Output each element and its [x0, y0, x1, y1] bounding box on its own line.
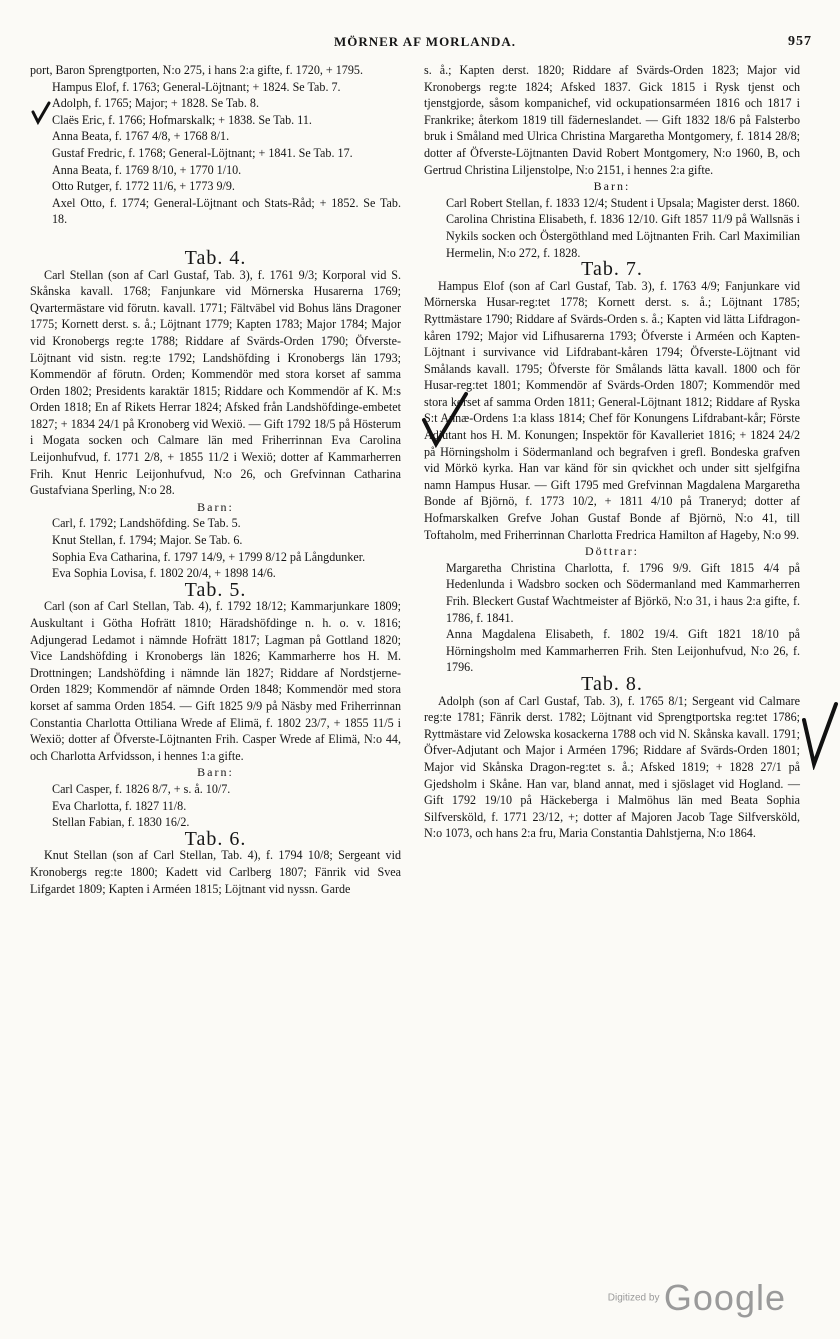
tab-4-barn-label: Barn: [197, 499, 234, 514]
tab-7-heading: Tab. 7. [581, 258, 643, 281]
tab-7-body: Hampus Elof (son af Carl Gustaf, Tab. 3), f. 1763 4/9; Fanjunkare vid Mörnerska Husar-reg:tet 1778; Kornett derst. s. å.; Löjtnant 1785; Ryttmästare 1790; Riddare af Svärds-Orden s. å.; Kapten vid lätta Lifdragon-kåren 1792; Major vid Lifhusarerna 1793; Öfverste i Arméen och Kapten-Löjtnant i survivance vid Lifdrabant-kåren 1794; Öfverste-Löjtnant vid Smålands kavall. 1795; Öfverste för Smålands lätta kavall. 1800 och för Husar-reg:tet 1801; Kommendör af Svärds-Orden 1807; Kommendör med stora korset af samma Orden 1811; General-Löjtnant 1812; Riddare af Ryska S:t Annæ-Ordens 1:a klass 1814; Chef för Konungens Lifdrabant-kår; Förste Adjutant hos H. M. Konungen; Inspektör för Kavalleriet 1816; + 1824 24/2 på Hörningsholm i Södermanland och begrafven i grefl. Bondeska grafven vid Mörkö kyrka. Han var känd för sin qvickhet och under sitt sjelfgifna namn Hampus Husar. — Gift 1795 med Grefvinnan Magdalena Margaretha Bonde af Björnö, f. 1773 10/2, + 1811 4/10 på Traneryd; dotter af Hofmarskalken Grefve Johan Gustaf Bonde af Björnö, N:o 41, till Toftaholm, med Friherrinnan Charlotta Fredrica Hamilton af Hageby, N:o 99. [424, 278, 800, 542]
intro-line: Anna Beata, f. 1769 8/10, + 1770 1/10. [52, 162, 242, 177]
child-entry: Carl, f. 1792; Landshöfding. Se Tab. 5. [52, 516, 241, 531]
child-entry: Carolina Christina Elisabeth, f. 1836 12/10. Gift 1857 11/9 på Wallsnäs i Nykils socken och Östergöthland med Löjtnanten Frih. Carl Maximilian Hermelin, N:o 272, f. 1828. [446, 212, 800, 260]
tab-6-continued: s. å.; Kapten derst. 1820; Riddare af Svärds-Orden 1823; Major vid Kronobergs reg:te 1824; Afsked 1837. Gick 1815 i Rysk tjenst och tjenstgjorde, såsom kompanichef, vid ockupationsarméen 1816 och 1817 i Frankrike; återkom 1819 till fäderneslandet. — Gift 1832 18/6 på Falsterbo bruk i Småland med Ulrica Christina Margaretha Montgomery, f. 1814 28/8; dotter af Öfverste-Löjtnanten David Robert Montgomery, N:o 1960, B, och Gertrud Christina Liljenstolpe, N:o 2151, i hennes 2:a gifte. [424, 63, 800, 177]
right-column [424, 62, 800, 842]
child-entry: Carl Casper, f. 1826 8/7, + s. å. 10/7. [52, 781, 231, 796]
child-entry: Eva Charlotta, f. 1827 11/8. [52, 798, 187, 813]
intro-line: Adolph, f. 1765; Major; + 1828. Se Tab. 8. [52, 96, 259, 111]
digitized-by-google-watermark [608, 1277, 786, 1319]
intro-line: Claës Eric, f. 1766; Hofmarskalk; + 1838. Se Tab. 11. [52, 112, 312, 127]
tab-4-body: Carl Stellan (son af Carl Gustaf, Tab. 3), f. 1761 9/3; Korporal vid S. Skånska kavall. 1768; Fanjunkare vid Mörnerska Husarerna 1769; Qvartermästare vid förutn. kavall. 1771; Fältväbel vid Bohus läns Dragoner 1775; Kornett derst. s. å.; Löjtnant 1779; Kapten 1783; Major 1784; Major vid Kronobergs reg:te 1788; Riddare af Svärds-Orden 1790; Öfverste-Löjtnant vid sistn. reg:te 1792; Landshöfding i Kronobergs län 1793; Kommendör af förutn. Orden; Kommendör med stora korset af samma Orden 1802; Presidents karaktär 1815; Riddare och Kommendör af K. M:s Orden 1818; En af Rikets Herrar 1824; Afsked från Landshöfdinge-embetet 1827; + 1834 24/1 på Kronoberg vid Wexiö. — Gift 1792 18/5 på Hösterum i Mogata socken och Calmare län med Friherrinnan Eva Carolina Leijonhufvud, f. 1771 2/8, + 1855 11/2 i Wexiö; dotter af Kammarherren Frih. Knut Henric Leijonhufvud, N:o 26, och Grefvinnan Catharina Gustafviana Sperling, N:o 28. [30, 267, 401, 498]
child-entry: Stellan Fabian, f. 1830 16/2. [52, 815, 190, 830]
left-column [30, 62, 401, 897]
tab-5-heading: Tab. 5. [184, 578, 247, 601]
child-entry: Eva Sophia Lovisa, f. 1802 20/4, + 1898 14/6. [52, 566, 276, 581]
tab-6-barn-label: Barn: [593, 179, 631, 194]
page-header [38, 34, 812, 56]
tab-8-body: Adolph (son af Carl Gustaf, Tab. 3), f. 1765 8/1; Sergeant vid Calmare reg:te 1781; Fänrik derst. 1782; Löjtnant vid Sprengtportska reg:tet 1786; Ryttmästare vid Zelowska kosackerna 1788 och vid N. Skånska kavall. 1791; Öfver-Adjutant och Major i Arméen 1796; Riddare af Svärds-Orden 1801; Major vid Skånska Dragon-reg:tet s. å.; Afsked 1819; + 1828 27/1 på Gjedsholm i Skåne. Han var, bland annat, med i sjöslaget vid Hogland. — Gift 1792 19/10 på Häckeberga i Malmöhus län med Beata Sophia Silfversköld, f. 1771 23/12, +; dotter af Majoren Jacob Tage Silfversköld, N:o 1073, och hans 2:a fru, Maria Constantia Dahlstjerna, N:o 1864. [424, 693, 800, 841]
page-title: MÖRNER AF MORLANDA. [333, 34, 517, 49]
intro-line: Gustaf Fredric, f. 1768; General-Löjtnant; + 1841. Se Tab. 17. [52, 145, 353, 160]
intro-line: Axel Otto, f. 1774; General-Löjtnant och Stats-Råd; + 1852. Se Tab. 18. [52, 195, 401, 227]
digitized-label: Digitized by [607, 1292, 660, 1304]
child-entry: Carl Robert Stellan, f. 1833 12/4; Student i Upsala; Magister derst. 1860. [446, 195, 800, 210]
child-entry: Knut Stellan, f. 1794; Major. Se Tab. 6. [52, 533, 243, 548]
tab-5-barn-label: Barn: [197, 765, 234, 780]
google-logo: Google [663, 1277, 786, 1318]
page-number: 957 [788, 34, 812, 49]
intro-line: Anna Beata, f. 1767 4/8, + 1768 8/1. [52, 129, 230, 144]
child-entry: Sophia Eva Catharina, f. 1797 14/9, + 1799 8/12 på Långdunker. [52, 549, 366, 564]
tab-8-heading: Tab. 8. [581, 672, 643, 695]
child-entry: Margaretha Christina Charlotta, f. 1796 9/9. Gift 1815 4/4 på Hedenlunda i Wadsbro socken och Södermanland med Kammarherren Frih. Bleckert Gustaf Wachtmeister af Björkö, N:o 31, i haus 2:a gifte, f. 1786, f. 1841. [446, 560, 800, 625]
tab-4-heading: Tab. 4. [184, 246, 247, 269]
child-entry: Anna Magdalena Elisabeth, f. 1802 19/4. Gift 1821 18/10 på Hörningsholm med Kammarherren Frih. Sten Leijonhufvud, N:o 26, f. 1796. [446, 627, 800, 675]
tab-6-heading: Tab. 6. [184, 827, 247, 850]
tab-7-dottrar-label: Döttrar: [585, 544, 639, 559]
intro-line: Otto Rutger, f. 1772 11/6, + 1773 9/9. [52, 179, 235, 194]
intro-line: Hampus Elof, f. 1763; General-Löjtnant; + 1824. Se Tab. 7. [52, 79, 341, 94]
tab-6-body: Knut Stellan (son af Carl Stellan, Tab. 4), f. 1794 10/8; Sergeant vid Kronobergs reg:te 1800; Kadett vid Carlberg 1807; Fänrik vid Svea Lifgardet 1809; Kapten i Arméen 1815; Löjtnant vid nyssn. Garde [30, 848, 401, 896]
checkmark-icon [420, 390, 470, 450]
checkmark-icon [800, 700, 840, 770]
checkmark-icon [30, 100, 52, 126]
tab-5-body: Carl (son af Carl Stellan, Tab. 4), f. 1792 18/12; Kammarjunkare 1809; Auskultant i Götha Hofrätt 1810; Häradshöfdinge n. h. o. v. 1816; Adjungerad Ledamot i nämnde Hofrätt 1817; Lagman på Gottland 1820; Vice Landshöfding i Kronobergs län 1826; Kammarherre hos H. M. Drottningen; Landshöfding i nämnde län 1827; Riddare af Nordstjerne-Orden 1829; Kommendör af nämnde Orden 1848; Kommendör med stora korset af samma Orden 1854. — Gift 1825 9/9 på Näsby med Friherrinnan Constantia Charlotta Ottiliana Wrede af Elimä, f. 1802 23/7, + 1855 11/5 i Wexiö; dotter af Öfverste-Löjtnanten Frih. Casper Wrede af Elimä, N:o 44, och Charlotta Arfvidsson, i hennes 1:a gifte. [30, 599, 401, 763]
intro-line: port, Baron Sprengtporten, N:o 275, i hans 2:a gifte, f. 1720, + 1795. [30, 63, 363, 77]
